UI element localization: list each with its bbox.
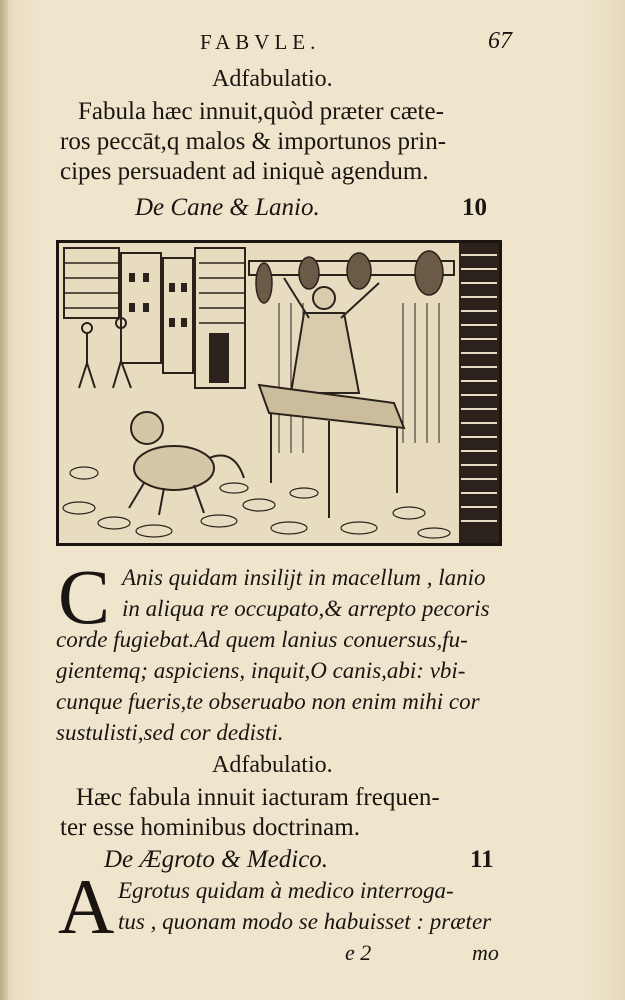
- section-heading: Adfabulatio.: [212, 66, 333, 92]
- drop-cap: C: [58, 553, 111, 640]
- drop-cap: A: [58, 863, 115, 950]
- text-line: Anis quidam insilijt in macellum , lanio: [122, 565, 486, 590]
- text-line: cunque fueris,te obseruabo non enim mihi cor: [56, 689, 480, 714]
- text-line: Fabula hæc innuit,quòd præter cæte-: [78, 98, 444, 125]
- woodcut-image: [59, 243, 499, 543]
- text-line: Hæc fabula innuit iacturam frequen-: [76, 784, 440, 811]
- text-line: ter esse hominibus doctrinam.: [60, 814, 360, 841]
- fable-title: De Ægroto & Medico.: [104, 846, 329, 873]
- catchword: mo: [472, 940, 499, 965]
- text-line: in aliqua re occupato,& arrepto pecoris: [122, 596, 490, 621]
- text-line: sustulisti,sed cor dedisti.: [56, 720, 284, 745]
- section-heading: Adfabulatio.: [212, 752, 333, 778]
- text-line: ros peccāt,q malos & importunos prin-: [60, 128, 447, 155]
- text-line: cipes persuadent ad iniquè agendum.: [60, 158, 429, 185]
- page-gutter: [0, 0, 8, 1000]
- running-title: FABVLE.: [200, 30, 321, 54]
- signature-mark: e 2: [345, 940, 372, 965]
- text-line: corde fugiebat.Ad quem lanius conuersus,fu-: [56, 627, 468, 652]
- text-line: gientemq; aspiciens, inquit,O canis,abi: vbi-: [56, 658, 466, 683]
- woodcut-illustration: [56, 240, 502, 546]
- text-line: tus , quonam modo se habuisset : præter: [118, 909, 492, 934]
- page-number: 67: [488, 28, 512, 54]
- text-line: Egrotus quidam à medico interroga-: [118, 878, 454, 903]
- fable-title: De Cane & Lanio.: [135, 194, 320, 221]
- fable-number: 11: [470, 846, 494, 873]
- fable-number: 10: [462, 194, 487, 221]
